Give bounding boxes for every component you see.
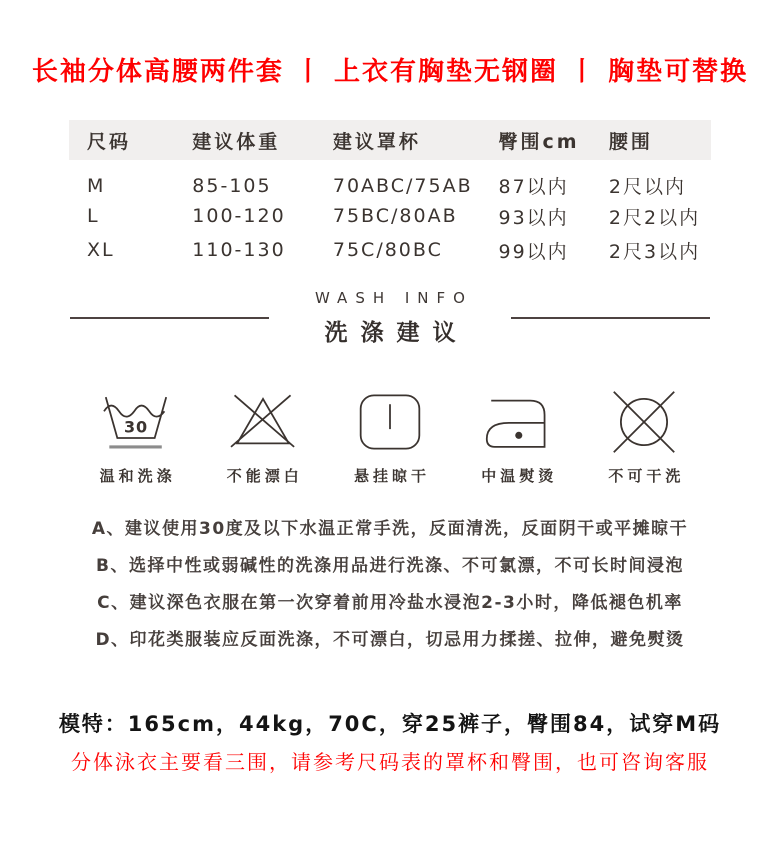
cell-size: L [87, 205, 100, 227]
col-header-waist: 腰围 [591, 120, 711, 160]
cell-cup: 75C/80BC [332, 239, 443, 261]
cell-waist: 2尺2以内 [608, 206, 701, 229]
care-instruction-line-c: C、建议深色衣服在第一次穿着前用冷盐水浸泡2-3小时，降低褪色机率 [97, 593, 683, 613]
care-icon-label: 中温熨烫 [481, 467, 558, 485]
care-item-no-bleach [199, 390, 326, 485]
cell-size: XL [87, 239, 115, 261]
care-item-gentle-wash [72, 390, 199, 485]
divider-line-left [70, 317, 269, 319]
size-advice-note: 分体泳衣主要看三围，请参考尺码表的罩杯和臀围，也可咨询客服 [71, 750, 709, 774]
no-dry-clean-icon [598, 390, 690, 454]
cell-hip: 87以内 [498, 176, 569, 198]
size-table-header-row [69, 120, 711, 160]
cell-cup: 70ABC/75AB [332, 174, 473, 197]
table-row-size-xl [69, 233, 711, 267]
model-info: 模特：165cm，44kg，70C，穿25裤子，臀围84，试穿M码 [58, 712, 722, 736]
cell-weight: 85-105 [192, 174, 272, 197]
care-icon-label: 温和洗涤 [99, 467, 176, 485]
care-instructions [0, 511, 780, 659]
cell-size: M [87, 174, 106, 197]
divider-line-right [511, 317, 710, 319]
care-item-hang-dry [326, 390, 453, 485]
wash-info-title-zh: 洗涤建议 [324, 320, 469, 346]
cell-weight: 100-120 [192, 205, 286, 227]
medium-iron-icon [471, 390, 563, 454]
care-instruction-line-d: D、印花类服装应反面洗涤，不可漂白，切忌用力揉搓、拉伸，避免熨烫 [95, 630, 685, 650]
col-header-weight: 建议体重 [174, 120, 315, 160]
gentle-wash-icon [90, 390, 182, 454]
wash-info-titles [269, 289, 511, 346]
care-icon-label: 不能漂白 [226, 467, 303, 485]
col-header-hip: 臀围cm [481, 120, 591, 160]
col-header-size: 尺码 [69, 120, 174, 160]
col-header-cup: 建议罩杯 [315, 120, 481, 160]
care-item-no-dry-clean [581, 390, 708, 485]
wash-info-heading [70, 289, 710, 346]
hang-dry-icon [344, 390, 436, 454]
cell-cup: 75BC/80AB [332, 205, 458, 227]
cell-waist: 2尺以内 [608, 176, 687, 198]
size-table [69, 120, 711, 267]
cell-hip: 99以内 [498, 240, 569, 263]
wash-temperature-label: 30 [123, 417, 148, 437]
table-row-size-m [69, 160, 711, 199]
cell-hip: 93以内 [498, 206, 569, 229]
care-icon-label: 悬挂晾干 [354, 467, 431, 485]
table-row-size-l [69, 199, 711, 233]
cell-weight: 110-130 [192, 239, 286, 261]
care-instruction-line-a: A、建议使用30度及以下水温正常手洗，反面清洗，反面阴干或平摊晾干 [91, 519, 689, 539]
care-item-medium-iron [454, 390, 581, 485]
product-size-chart-page [0, 56, 780, 775]
wash-info-title-en: WASH INFO [315, 289, 473, 307]
cell-waist: 2尺3以内 [608, 240, 701, 263]
care-icon-label: 不可干洗 [608, 467, 685, 485]
page-title: 长袖分体高腰两件套 丨 上衣有胸垫无钢圈 丨 胸垫可替换 [31, 57, 749, 87]
no-bleach-icon [217, 390, 309, 454]
care-instruction-line-b: B、选择中性或弱碱性的洗涤用品进行洗涤、不可氯漂，不可长时间浸泡 [96, 556, 684, 576]
care-icons-row [72, 390, 708, 485]
